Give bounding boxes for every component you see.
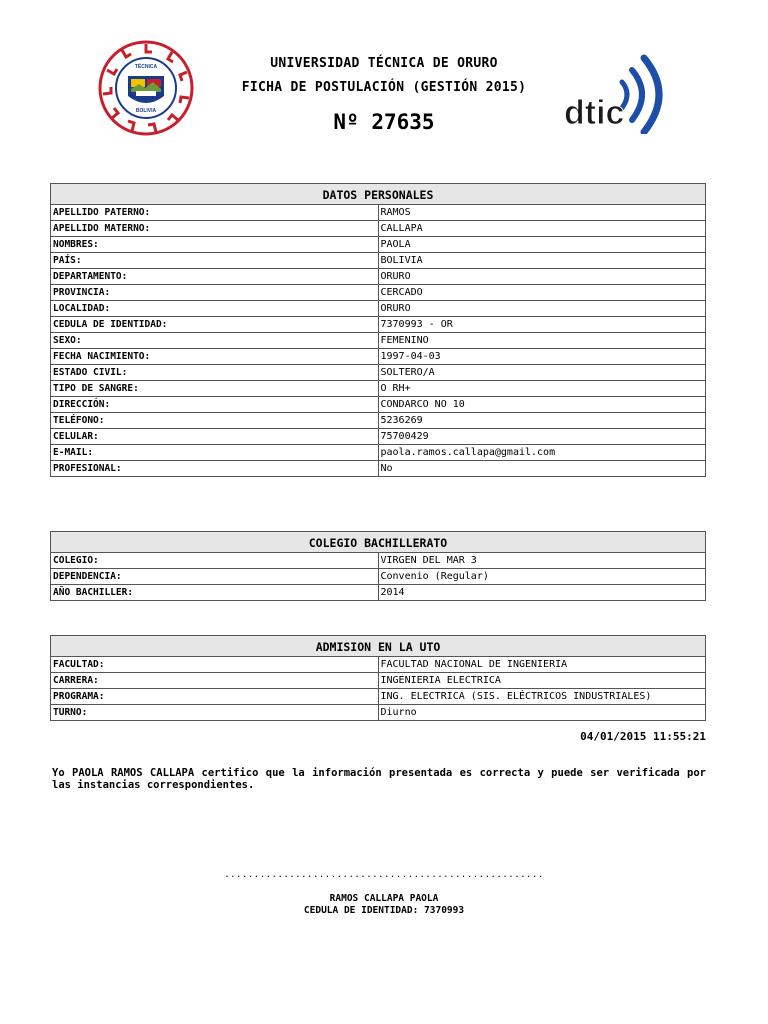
- field-value: RAMOS: [378, 205, 706, 221]
- field-label: FECHA NACIMIENTO:: [51, 349, 379, 365]
- table-row: [51, 553, 706, 569]
- field-label: TURNO:: [51, 705, 379, 721]
- personal-data-rows: [51, 205, 706, 477]
- field-label: APELLIDO PATERNO:: [51, 205, 379, 221]
- field-label: CELULAR:: [51, 429, 379, 445]
- table-row: [51, 461, 706, 477]
- table-row: [51, 689, 706, 705]
- table-row: [51, 365, 706, 381]
- field-label: CARRERA:: [51, 673, 379, 689]
- table-row: [51, 205, 706, 221]
- field-label: PROVINCIA:: [51, 285, 379, 301]
- field-label: AÑO BACHILLER:: [51, 585, 379, 601]
- field-value: FACULTAD NACIONAL DE INGENIERIA: [378, 657, 706, 673]
- dtic-logo-icon: [560, 52, 672, 134]
- school-title: COLEGIO BACHILLERATO: [51, 532, 706, 553]
- document-header: [0, 0, 768, 160]
- field-value: paola.ramos.callapa@gmail.com: [378, 445, 706, 461]
- table-row: [51, 569, 706, 585]
- field-label: DEPARTAMENTO:: [51, 269, 379, 285]
- application-number: Nº 27635: [333, 110, 435, 134]
- field-value: 75700429: [378, 429, 706, 445]
- table-row: [51, 285, 706, 301]
- field-label: LOCALIDAD:: [51, 301, 379, 317]
- field-value: FEMENINO: [378, 333, 706, 349]
- table-row: [51, 221, 706, 237]
- admission-table: [50, 635, 706, 721]
- form-title: FICHA DE POSTULACIÓN (GESTIÓN 2015): [241, 80, 527, 95]
- seal-bottom-text: BOLIVIA: [135, 108, 157, 114]
- field-value: ORURO: [378, 301, 706, 317]
- table-row: [51, 413, 706, 429]
- table-row: [51, 269, 706, 285]
- table-row: [51, 381, 706, 397]
- field-label: DIRECCIÓN:: [51, 397, 379, 413]
- field-value: VIRGEN DEL MAR 3: [378, 553, 706, 569]
- field-value: BOLIVIA: [378, 253, 706, 269]
- table-row: [51, 237, 706, 253]
- field-value: Diurno: [378, 705, 706, 721]
- table-row: [51, 673, 706, 689]
- field-label: DEPENDENCIA:: [51, 569, 379, 585]
- field-label: CEDULA DE IDENTIDAD:: [51, 317, 379, 333]
- field-label: E-MAIL:: [51, 445, 379, 461]
- field-value: SOLTERO/A: [378, 365, 706, 381]
- field-value: INGENIERIA ELECTRICA: [378, 673, 706, 689]
- table-row: [51, 397, 706, 413]
- admission-rows: [51, 657, 706, 721]
- table-row: [51, 349, 706, 365]
- table-row: [51, 333, 706, 349]
- field-value: 7370993 - OR: [378, 317, 706, 333]
- university-name: UNIVERSIDAD TÉCNICA DE ORURO: [270, 56, 498, 71]
- field-value: 5236269: [378, 413, 706, 429]
- table-row: [51, 429, 706, 445]
- personal-data-title: DATOS PERSONALES: [51, 184, 706, 205]
- field-label: SEXO:: [51, 333, 379, 349]
- field-value: PAOLA: [378, 237, 706, 253]
- field-value: No: [378, 461, 706, 477]
- school-table: [50, 531, 706, 601]
- admission-title: ADMISION EN LA UTO: [51, 636, 706, 657]
- timestamp: 04/01/2015 11:55:21: [580, 730, 706, 743]
- signature-id: CEDULA DE IDENTIDAD: 7370993: [303, 905, 465, 916]
- field-value: CONDARCO NO 10: [378, 397, 706, 413]
- field-label: TIPO DE SANGRE:: [51, 381, 379, 397]
- field-value: 1997-04-03: [378, 349, 706, 365]
- field-label: TELÉFONO:: [51, 413, 379, 429]
- table-row: [51, 657, 706, 673]
- seal-top-text: TÉCNICA: [134, 64, 158, 70]
- personal-data-table: [50, 183, 706, 477]
- table-row: [51, 301, 706, 317]
- signature-name: RAMOS CALLAPA PAOLA: [329, 893, 439, 904]
- signature-line: ......................................................: [224, 870, 544, 880]
- field-value: O RH+: [378, 381, 706, 397]
- table-row: [51, 705, 706, 721]
- table-row: [51, 585, 706, 601]
- table-row: [51, 317, 706, 333]
- field-value: ING. ELECTRICA (SIS. ELÉCTRICOS INDUSTRIALES): [378, 689, 706, 705]
- school-rows: [51, 553, 706, 601]
- table-row: [51, 445, 706, 461]
- field-label: PAÍS:: [51, 253, 379, 269]
- field-label: PROFESIONAL:: [51, 461, 379, 477]
- field-value: ORURO: [378, 269, 706, 285]
- field-label: NOMBRES:: [51, 237, 379, 253]
- field-label: PROGRAMA:: [51, 689, 379, 705]
- field-value: CERCADO: [378, 285, 706, 301]
- dtic-logo-text: dtic: [564, 94, 625, 132]
- field-value: 2014: [378, 585, 706, 601]
- field-value: Convenio (Regular): [378, 569, 706, 585]
- certification-statement: Yo PAOLA RAMOS CALLAPA certifico que la información presentada es correcta y puede ser verificada por las instancias correspondientes.: [52, 767, 706, 791]
- field-value: CALLAPA: [378, 221, 706, 237]
- table-row: [51, 253, 706, 269]
- field-label: FACULTAD:: [51, 657, 379, 673]
- field-label: APELLIDO MATERNO:: [51, 221, 379, 237]
- field-label: ESTADO CIVIL:: [51, 365, 379, 381]
- field-label: COLEGIO:: [51, 553, 379, 569]
